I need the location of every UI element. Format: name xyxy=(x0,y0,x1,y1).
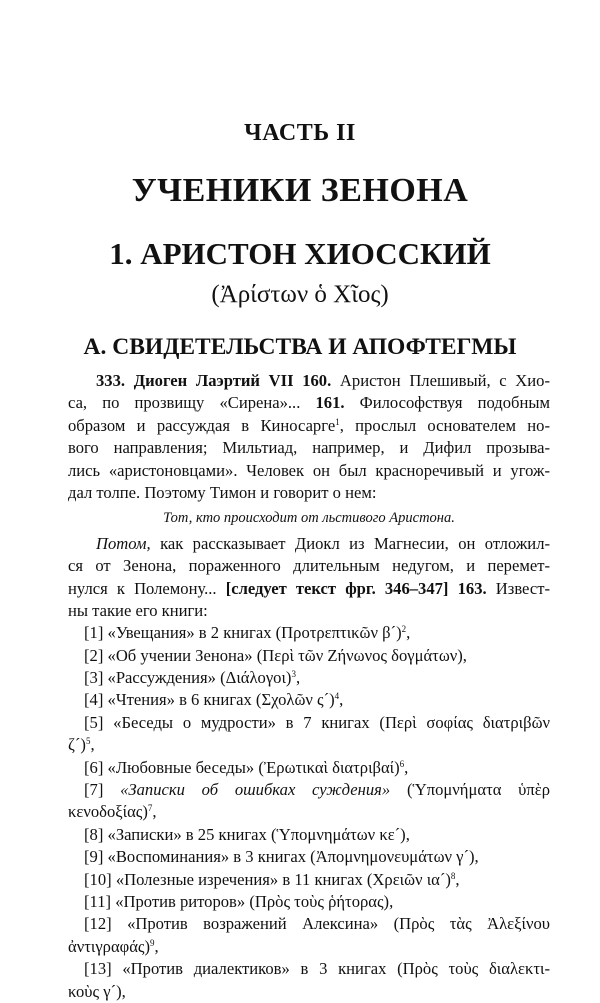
list-item-continuation: κενοδοξίας)$^7$, xyxy=(68,802,157,822)
list-item: [4] «Чтения» в 6 книгах (Σχολῶν ς´)$^4$, xyxy=(84,690,344,710)
author-heading: 1. АРИСТОН ХИОССКИЙ xyxy=(109,236,491,271)
list-item: [7] «Записки об ошибках суждения» (Ὑπομνήματα ὑπὲρ xyxy=(84,780,551,800)
book-list xyxy=(68,622,550,1003)
list-item: [9] «Воспоминания» в 3 книгах (Ἀπομνημονευμάτων γ´), xyxy=(84,847,479,867)
list-item: [12] «Против возражений Алексина» (Πρὸς τὰς Ἀλεξίνου xyxy=(84,914,550,934)
subsection-heading: А. СВИДЕТЕЛЬСТВА И АПОФТЕГМЫ xyxy=(83,334,517,360)
list-item: [11] «Против риторов» (Πρὸς τοὺς ῥήτορας), xyxy=(84,891,394,911)
paragraph-continued: Потом, как рассказывает Диокл из Магнесии, он отложил- ся от Зенона, пораженного длительным недугом, и перемет- нулся к Полемону... [следует текст фрг. 346–347] 163. Извест- ны такие его книги: xyxy=(68,533,550,620)
footnote-marker: 1 xyxy=(335,416,340,427)
list-item-continuation: ἀντιγραφάς)$^9$, xyxy=(68,936,159,956)
list-item: [6] «Любовные беседы» (Ἐρωτικαὶ διατριβαί)$^6$, xyxy=(84,757,409,777)
fragment-reference: 333. Диоген Лаэртий VII 160. xyxy=(96,371,332,390)
fragment-reference: [следует текст фрг. 346–347] 163. xyxy=(225,578,487,598)
list-item-continuation: ζ´)$^5$, xyxy=(68,735,95,755)
part-heading: ЧАСТЬ II xyxy=(244,120,356,146)
list-item: [5] «Беседы о мудрости» в 7 книгах (Περὶ σοφίας διατριβῶν xyxy=(84,712,550,732)
fragment-number: 161. xyxy=(315,393,345,413)
list-item-continuation: κοὺς γ´), xyxy=(68,981,126,1001)
paragraph-333: 333. Диоген Лаэртий VII 160. Аристон Плешивый, с Хио- са, по прозвищу «Сирена»... 161. Философствуя подобным образом и рассуждая в Киносарге$^1$, прослыл основателем но- вого направления; Мильтиад, например, и Дифил прозыва- лись «аристоновцами». Человек он был красноречивый и угож- дал толпе. Поэтому Тимон и говорит о нем: xyxy=(68,371,551,502)
text-body xyxy=(68,370,550,1003)
list-item: [13] «Против диалектиков» в 3 книгах (Πρὸς τοὺς διαλεκτι- xyxy=(84,959,550,979)
list-item: [3] «Рассуждения» $(\Delta\iota ά\lambda o\gamma o\iota)^3$, xyxy=(84,668,301,688)
timon-quote: Тот, кто происходит от льстивого Аристона. xyxy=(163,510,455,527)
list-item: [10] «Полезные изречения» в 11 книгах (Χρειῶν ια´)$^8$, xyxy=(84,869,460,889)
author-greek-name: (Ἀρίστων ὁ Χῖος) xyxy=(211,281,389,308)
list-item: [8] «Записки» в 25 книгах (Ὑπομνημάτων κε´), xyxy=(84,824,410,844)
list-item: [1] «Увещания» в 2 книгах (Προτρεπτικῶν β´)$^2$, xyxy=(84,623,411,643)
list-item: [2] «Об учении Зенона» (Περὶ τῶν Ζήνωνος δογμάτων), xyxy=(84,645,467,665)
section-heading: УЧЕНИКИ ЗЕНОНА xyxy=(131,172,469,209)
